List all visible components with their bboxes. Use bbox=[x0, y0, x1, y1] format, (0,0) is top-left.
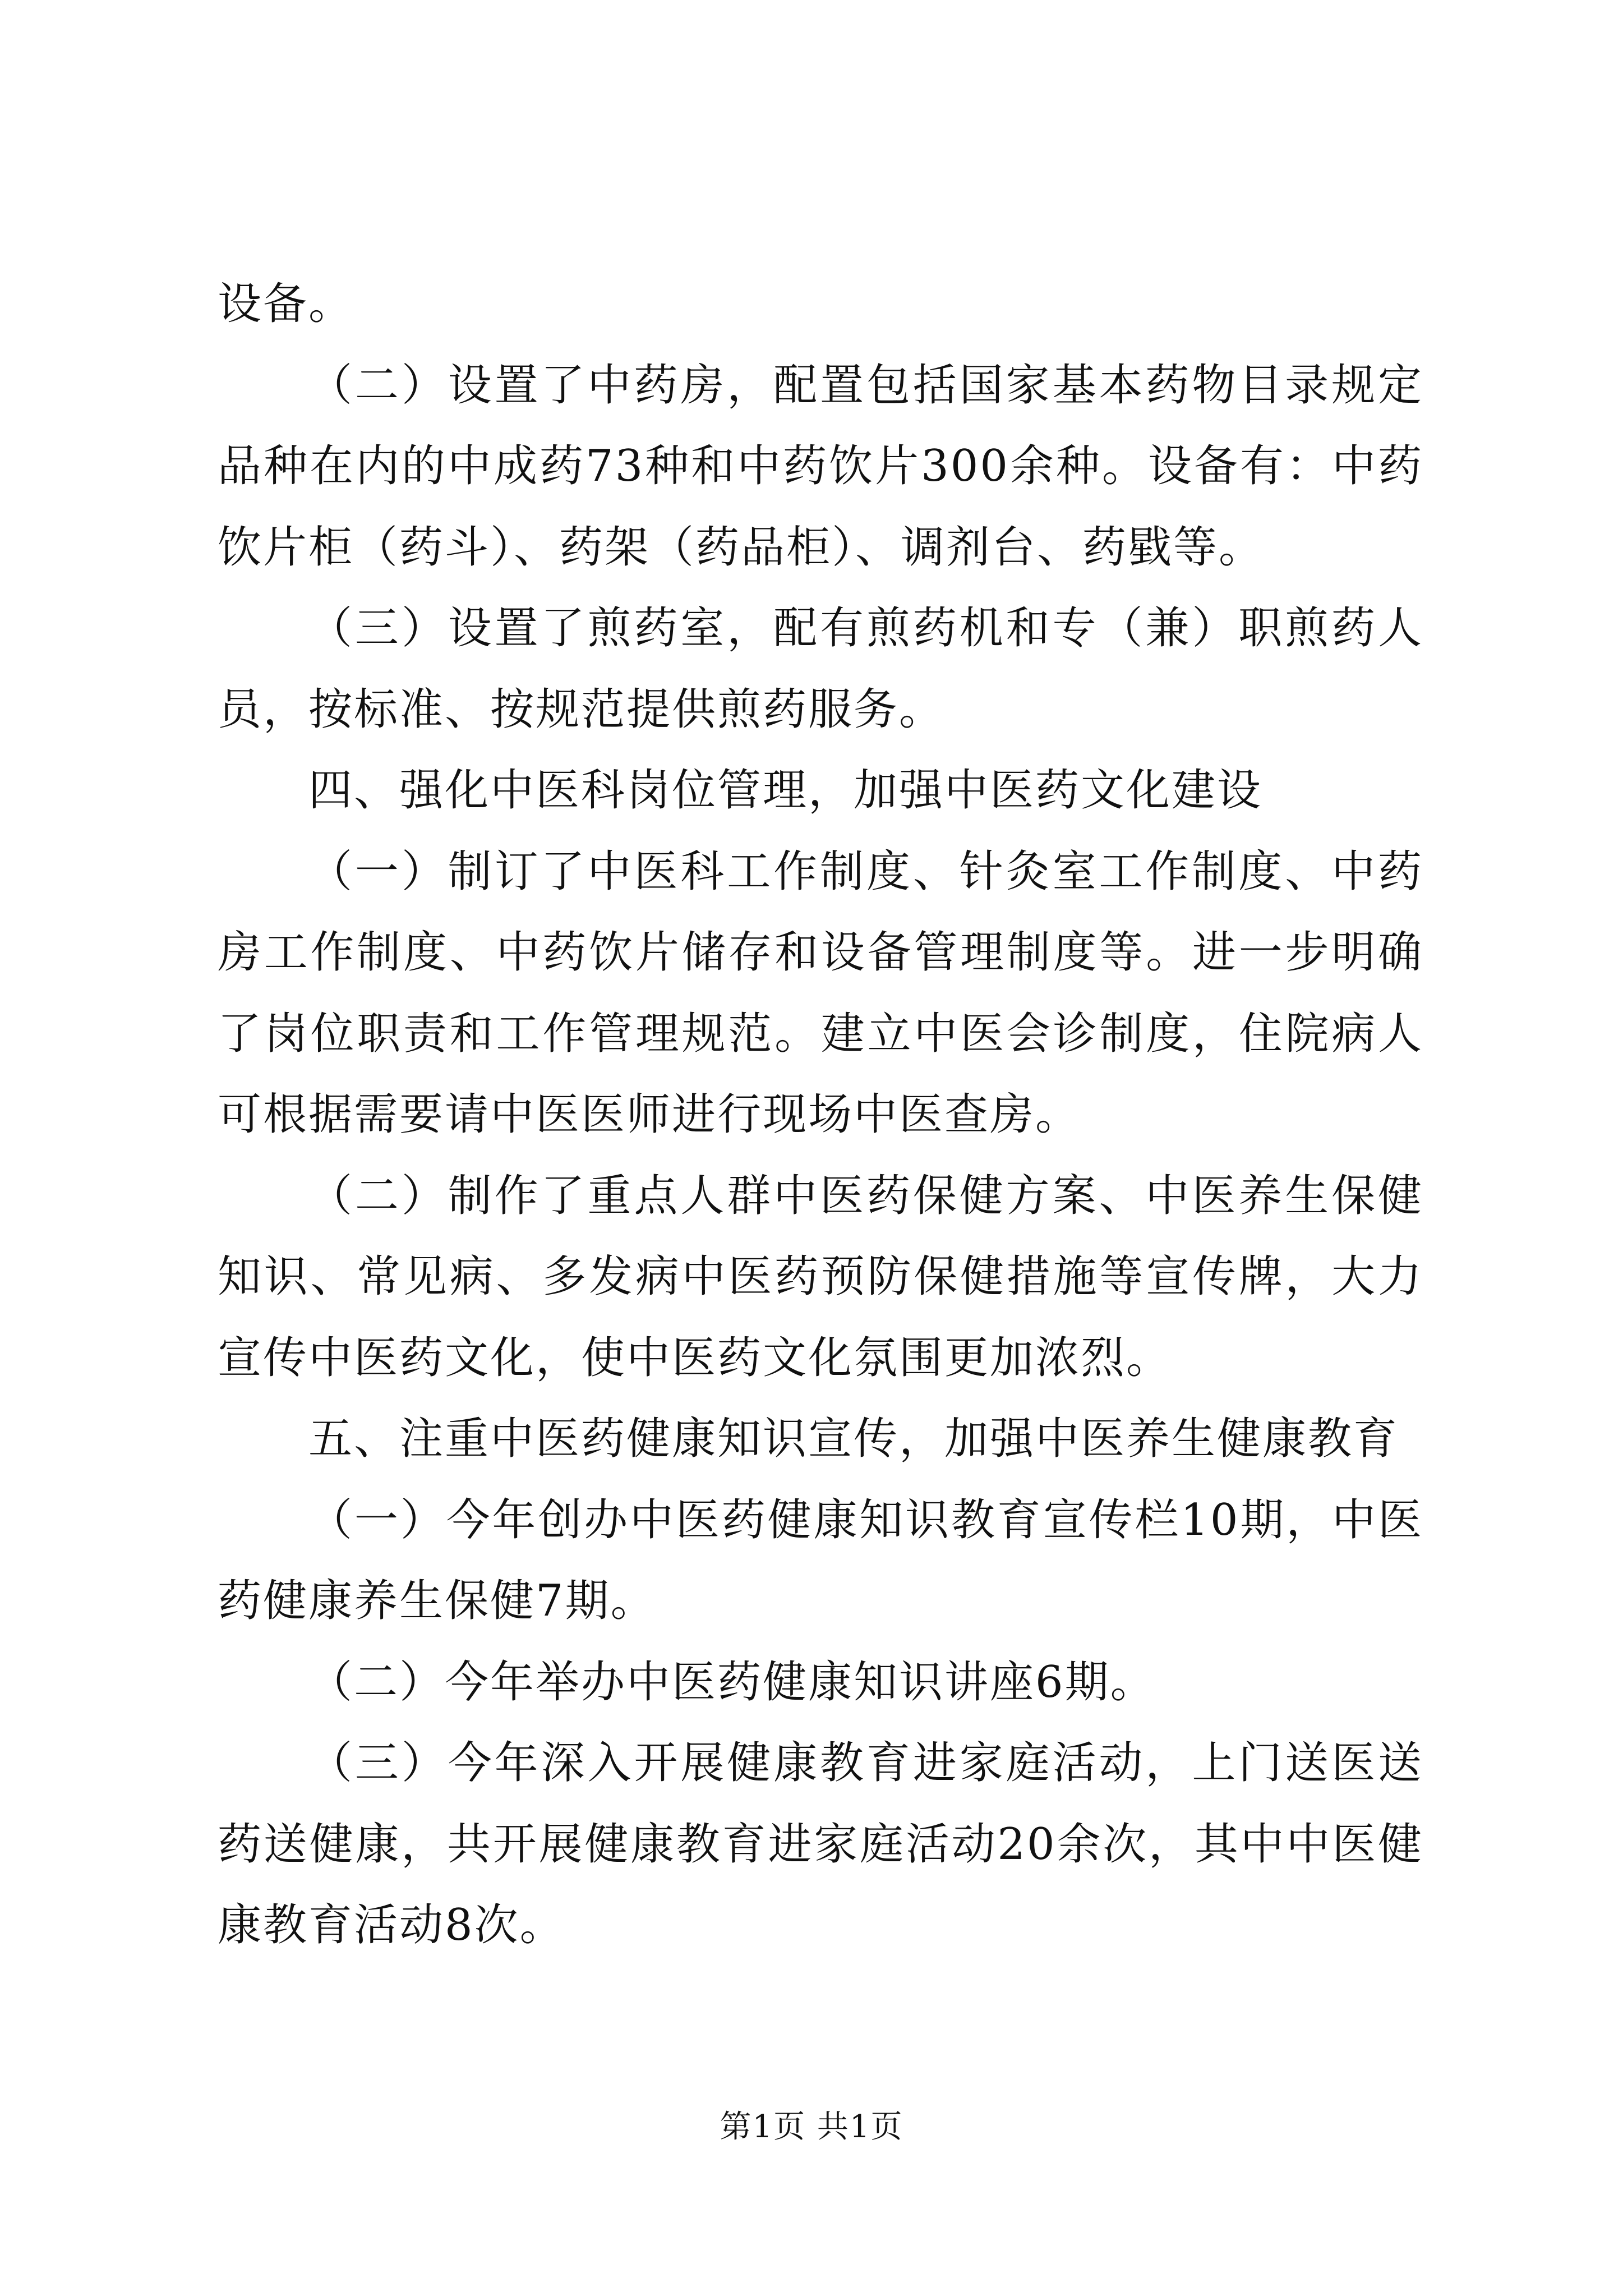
paragraph-regulations: （一）制订了中医科工作制度、针灸室工作制度、中药房工作制度、中药饮片储存和设备管理制度等。进一步明确了岗位职责和工作管理规范。建立中医会诊制度，住院病人可根据需要请中医医师进行现场中医查房。 bbox=[218, 846, 1423, 1140]
paragraph-continuation: 设备。 bbox=[218, 279, 354, 329]
paragraph-lectures: （二）今年举办中医药健康知识讲座6期。 bbox=[308, 1657, 1156, 1708]
paragraph-decoction-room: （三）设置了煎药室，配有煎药机和专（兼）职煎药人员，按标准、按规范提供煎药服务。 bbox=[218, 603, 1423, 735]
page-footer: 第1页 共1页 bbox=[720, 2109, 903, 2145]
paragraph-pharmacy: （二）设置了中药房，配置包括国家基本药物目录规定品种在内的中成药73种和中药饮片300余种。设备有：中药饮片柜（药斗）、药架（药品柜）、调剂台、药戥等。 bbox=[218, 360, 1423, 573]
paragraph-publicity-boards: （二）制作了重点人群中医药保健方案、中医养生保健知识、常见病、多发病中医药预防保健措施等宣传牌，大力宣传中医药文化，使中医药文化氛围更加浓烈。 bbox=[218, 1170, 1423, 1383]
document-body bbox=[218, 264, 1423, 1966]
paragraph-home-visits: （三）今年深入开展健康教育进家庭活动，上门送医送药送健康，共开展健康教育进家庭活动20余次，其中中医健康教育活动8次。 bbox=[218, 1738, 1423, 1950]
paragraph-bulletin-boards: （一）今年创办中医药健康知识教育宣传栏10期，中医药健康养生保健7期。 bbox=[218, 1494, 1423, 1626]
section-heading-4: 四、强化中医科岗位管理，加强中医药文化建设 bbox=[308, 765, 1263, 816]
section-heading-5: 五、注重中医药健康知识宣传，加强中医养生健康教育 bbox=[308, 1414, 1399, 1464]
